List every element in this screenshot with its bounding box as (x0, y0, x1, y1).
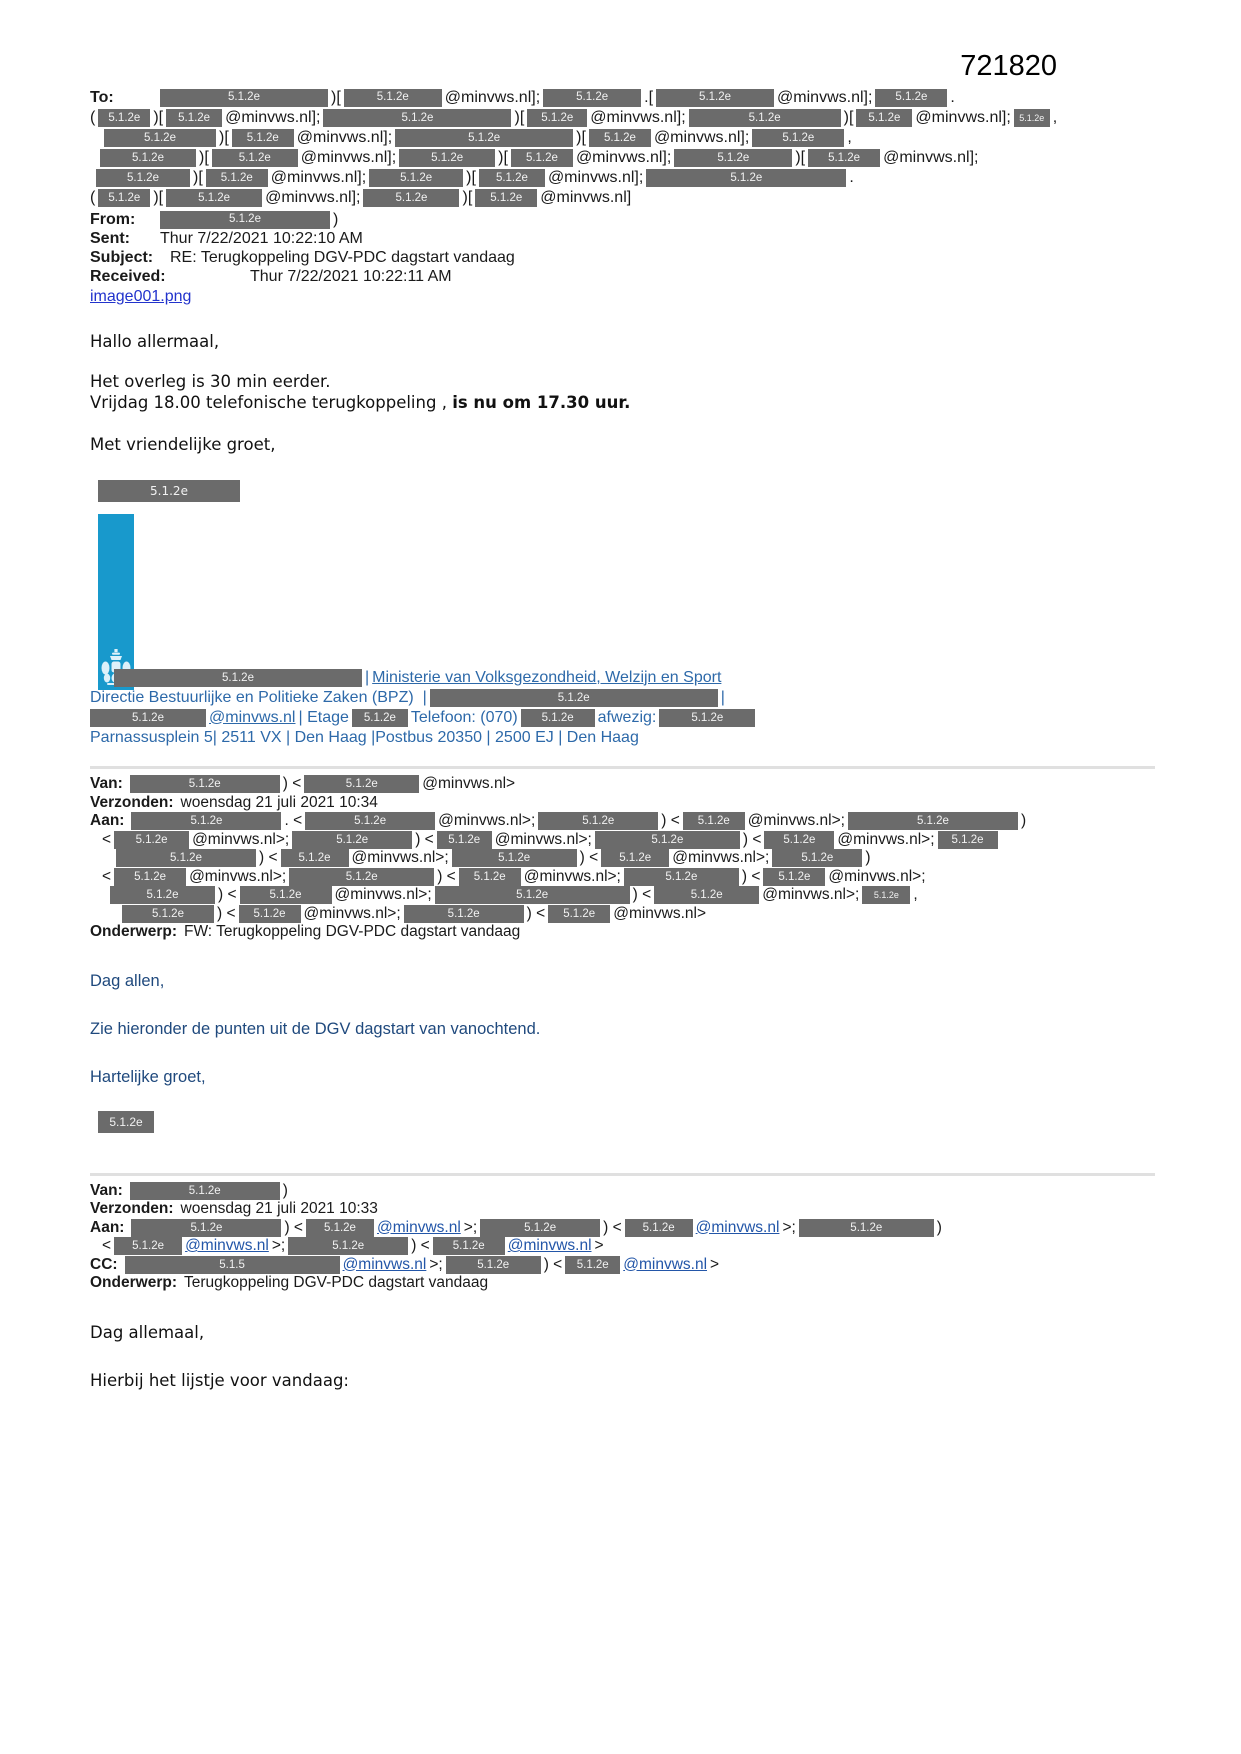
received-label: Received: (90, 268, 166, 285)
email2-header (90, 775, 1155, 942)
header-text-fragment: > (594, 1237, 604, 1254)
redaction-box: 5.1.2e (475, 189, 537, 207)
redaction-box: 5.1.2e (114, 669, 362, 687)
greeting-text: Dag allemaal, (90, 1322, 205, 1342)
redaction-box: 5.1.2e (114, 868, 186, 886)
header-text-fragment: @minvws.nl>; (334, 886, 432, 903)
header-text-fragment: ) < (742, 830, 762, 848)
redaction-box: 5.1.2e (114, 831, 189, 849)
header-text-fragment: >; (463, 1218, 478, 1236)
header-text-fragment: ) < (661, 812, 680, 829)
email-address-link[interactable]: @minvws.nl (185, 1237, 269, 1254)
header-text-fragment: )[ (466, 168, 476, 186)
header-text-fragment: )[ (193, 168, 203, 186)
van-value (130, 775, 515, 794)
redaction-box: 5.1.2e (446, 1256, 541, 1274)
redaction-box: 5.1.2e (565, 1256, 620, 1274)
email2-body (90, 972, 1155, 1133)
header-text-fragment: . < (284, 812, 303, 829)
redaction-box: 5.1.2e (527, 109, 587, 127)
from-value (160, 210, 338, 229)
onderwerp-value: FW: Terugkoppeling DGV-PDC dagstart vandaag (183, 923, 521, 940)
header-text-fragment: @minvws.nl]; (915, 108, 1011, 126)
redaction-box: 5.1.2e (875, 89, 947, 107)
header-text-fragment: )[ (795, 148, 806, 166)
greeting-text: Dag allen, (90, 971, 165, 990)
header-text-fragment: @minvws.nl]; (883, 148, 979, 166)
aan-line-1 (131, 812, 1026, 831)
header-text-fragment: @minvws.nl]; (547, 168, 644, 186)
sent-field (90, 229, 1155, 248)
subject-value: RE: Terugkoppeling DGV-PDC dagstart vandaag (170, 249, 515, 266)
header-text-fragment: @minvws.nl]; (270, 168, 367, 186)
email1-header (90, 88, 1155, 306)
verzonden-value: woensdag 21 juli 2021 10:33 (180, 1200, 378, 1217)
email1-body (90, 332, 1155, 502)
aan-line-2 (102, 831, 1155, 850)
redaction-box: 5.1.2e (548, 905, 610, 923)
header-text-fragment: )[ (153, 108, 164, 126)
verzonden-field (90, 794, 1155, 813)
header-text-fragment: >; (271, 1237, 286, 1254)
redaction-box: 5.1.2e (435, 886, 630, 904)
header-text-fragment: @minvws.nl] (540, 188, 632, 206)
email-separator (90, 1173, 1155, 1176)
verzonden-label: Verzonden: (90, 793, 174, 811)
header-text-fragment: < (102, 867, 112, 885)
header-text-fragment: @minvws.nl]; (777, 89, 873, 106)
aan-field (90, 812, 1155, 831)
to-line-6 (90, 188, 1155, 207)
aan-line-1 (131, 1219, 942, 1238)
redaction-box: 5.1.2e (683, 812, 745, 830)
redaction-box: 5.1.2e (352, 709, 408, 727)
header-text-fragment: ( (90, 188, 96, 206)
van-label: Van: (90, 775, 123, 792)
header-text-fragment: @minvws.nl]; (653, 128, 750, 146)
header-text-fragment: ) < (741, 867, 761, 885)
redaction-box: 5.1.2e (404, 905, 524, 923)
onderwerp-value: Terugkoppeling DGV-PDC dagstart vandaag (183, 1274, 489, 1291)
greeting-text: Hallo allermaal, (90, 332, 220, 351)
sender-name-redaction (98, 480, 1155, 502)
sent-value: Thur 7/22/2021 10:22:10 AM (160, 230, 363, 247)
aan-label: Aan: (90, 812, 125, 829)
signature-line-address: Parnassusplein 5| 2511 VX | Den Haag |Postbus 20350 | 2500 EJ | Den Haag (90, 729, 639, 746)
aan-line-6 (122, 905, 1155, 924)
redaction-box: 5.1.2e (160, 89, 328, 107)
header-text-fragment: @minvws.nl>; (523, 867, 621, 885)
header-text-fragment: < (102, 830, 112, 848)
verzonden-value: woensdag 21 juli 2021 10:34 (180, 793, 378, 811)
header-text-fragment: @minvws.nl]; (444, 89, 541, 106)
redaction-box: 5.1.2e (601, 849, 669, 867)
redaction-box: 5.1.2e (104, 129, 216, 147)
header-text-fragment: Directie Bestuurlijke en Politieke Zaken (BPZ) | (90, 688, 427, 706)
email-address-link[interactable]: @minvws.nl (623, 1255, 708, 1273)
aan-label: Aan: (90, 1218, 125, 1236)
onderwerp-field (90, 923, 1155, 942)
header-text-fragment: @minvws.nl>; (438, 812, 536, 829)
header-text-fragment: ) < (437, 867, 456, 885)
to-label: To: (90, 89, 114, 106)
header-text-fragment: .[ (644, 89, 654, 106)
header-text-fragment: )[ (219, 128, 229, 146)
header-text-fragment: )[ (498, 148, 508, 166)
body-paragraph (90, 371, 1155, 413)
redaction-box: 5.1.2e (480, 1219, 600, 1237)
onderwerp-label: Onderwerp: (90, 1274, 177, 1291)
redaction-box: 5.1.2e (856, 109, 912, 127)
header-text-fragment: ( (90, 108, 96, 126)
signature-line-contact (90, 708, 1155, 727)
received-field (90, 267, 1155, 286)
header-text-fragment: )[ (199, 148, 209, 166)
redaction-box: 5.1.2e (848, 812, 1018, 830)
header-text-fragment: @minvws.nl> (613, 904, 707, 922)
header-text-fragment: | (365, 668, 370, 686)
redaction-box: 5.1.2e (589, 129, 651, 147)
document-number: 721820 (960, 50, 1057, 82)
aan-line-2 (102, 1237, 1155, 1256)
redaction-box: 5.1.2e (543, 89, 641, 107)
header-text-fragment: @minvws.nl>; (672, 849, 770, 866)
cc-label: CC: (90, 1255, 118, 1273)
cc-field (90, 1256, 1155, 1275)
body-line-bold: is nu om 17.30 uur. (452, 393, 631, 412)
redaction-box: 5.1.2e (206, 169, 268, 187)
redaction-box: 5.1.2e (160, 211, 330, 229)
header-text-fragment: ) < (415, 830, 434, 848)
redaction-box: 5.1.2e (304, 775, 419, 793)
header-text-fragment: afwezig: (597, 708, 657, 726)
redaction-box: 5.1.2e (646, 169, 846, 187)
redaction-box: 5.1.2e (292, 831, 412, 849)
redaction-box: 5.1.2e (862, 886, 910, 904)
redaction-box: 5.1.2e (1014, 109, 1050, 127)
verzonden-field (90, 1200, 1155, 1219)
email-address-link[interactable]: @minvws.nl (507, 1237, 592, 1254)
redaction-box: 5.1.2e (114, 1237, 182, 1255)
redaction-box: 5.1.2e (430, 689, 718, 707)
header-text-fragment: ) (333, 211, 339, 228)
redaction-box: 5.1.2e (808, 149, 880, 167)
header-text-fragment: ) < (259, 849, 278, 866)
rijksoverheid-logo-bar (98, 514, 134, 690)
van-value (130, 1182, 288, 1201)
header-text-fragment: @minvws.nl]; (225, 108, 321, 126)
header-text-fragment: @minvws.nl]; (575, 148, 672, 166)
redaction-box: 5.1.2e (239, 905, 301, 923)
signature-line-directie (90, 688, 1155, 707)
redaction-box: 5.1.2e (511, 149, 573, 167)
header-text-fragment: , (847, 128, 852, 146)
redaction-box: 5.1.2e (344, 89, 442, 107)
email-address-link[interactable]: Ministerie van Volksgezondheid, Welzijn en Sport (372, 668, 722, 686)
header-text-fragment: )[ (843, 108, 854, 126)
redaction-box: 5.1.2e (110, 886, 215, 904)
header-text-fragment: | Etage (298, 708, 349, 726)
redaction-box: 5.1.2e (369, 169, 463, 187)
header-text-fragment: ) (1020, 812, 1027, 829)
header-text-fragment: )[ (462, 188, 473, 206)
aan-line-4 (102, 868, 1155, 887)
redaction-box: 5.1.2e (595, 831, 740, 849)
from-label: From: (90, 211, 136, 228)
redaction-box: 5.1.2e (538, 812, 658, 830)
header-text-fragment: @minvws.nl>; (351, 849, 449, 866)
email3-body (90, 1323, 1155, 1391)
header-text-fragment: @minvws.nl>; (747, 812, 845, 829)
header-text-fragment: @minvws.nl>; (189, 867, 287, 885)
redaction-box: 5.1.2e (212, 149, 298, 167)
received-value: Thur 7/22/2021 10:22:11 AM (250, 268, 452, 285)
email3-header (90, 1182, 1155, 1293)
header-text-fragment: , (1052, 108, 1058, 126)
onderwerp-field (90, 1274, 1155, 1293)
redaction-box: 5.1.2e (521, 709, 595, 727)
signature-line-ministry (114, 668, 1155, 687)
redaction-box: 5.1.2e (131, 1219, 281, 1237)
redaction-box: 5.1.2e (98, 189, 150, 207)
cc-value (125, 1256, 720, 1275)
email-address-link[interactable]: @minvws.nl (209, 708, 296, 726)
redaction-box: 5.1.5 (125, 1256, 340, 1274)
redaction-box: 5.1.2e (98, 1111, 154, 1133)
redaction-box: 5.1.2e (656, 89, 774, 107)
subject-field (90, 248, 1155, 267)
header-text-fragment: ) < (632, 886, 652, 903)
redaction-box: 5.1.2e (289, 868, 434, 886)
header-text-fragment: @minvws.nl>; (303, 904, 401, 922)
redaction-box: 5.1.2e (799, 1219, 934, 1237)
header-text-fragment: ) < (217, 904, 236, 922)
signature-block (90, 514, 1155, 752)
closing-text: Hartelijke groet, (90, 1067, 206, 1086)
header-text-fragment: )[ (576, 128, 586, 146)
redaction-box: 5.1.2e (363, 189, 459, 207)
redaction-box: 5.1.2e (130, 775, 280, 793)
van-label: Van: (90, 1181, 123, 1199)
header-text-fragment: ) < (284, 1218, 303, 1236)
header-text-fragment: @minvws.nl>; (192, 830, 290, 848)
header-text-fragment: @minvws.nl]; (296, 128, 393, 146)
redaction-box: 5.1.2e (166, 109, 222, 127)
van-field (90, 775, 1155, 794)
header-text-fragment: ) < (282, 775, 302, 792)
redaction-box: 5.1.2e (98, 109, 150, 127)
redaction-box: 5.1.2e (90, 709, 206, 727)
redaction-box: 5.1.2e (399, 149, 495, 167)
redaction-box: 5.1.2e (395, 129, 573, 147)
sent-label: Sent: (90, 230, 130, 247)
redaction-box: 5.1.2e (98, 480, 240, 502)
redaction-box: 5.1.2e (323, 109, 511, 127)
redaction-box: 5.1.2e (437, 831, 492, 849)
header-text-fragment: )[ (514, 108, 525, 126)
header-text-fragment: ) (865, 849, 871, 866)
header-text-fragment: >; (429, 1255, 443, 1273)
header-text-fragment: @minvws.nl>; (837, 830, 935, 848)
header-text-fragment: . (950, 89, 955, 106)
to-line-5 (96, 168, 1155, 187)
header-text-fragment: )[ (153, 188, 164, 206)
header-text-fragment: @minvws.nl]; (265, 188, 361, 206)
redaction-box: 5.1.2e (654, 886, 759, 904)
header-text-fragment: ) (282, 1181, 288, 1199)
redaction-box: 5.1.2e (433, 1237, 505, 1255)
redaction-box: 5.1.2e (938, 831, 998, 849)
header-text-fragment: )[ (331, 89, 341, 106)
aan-line-5 (110, 886, 1155, 905)
to-line-4 (100, 148, 1155, 167)
redaction-box: 5.1.2e (479, 169, 545, 187)
redaction-box: 5.1.2e (763, 868, 825, 886)
redaction-box: 5.1.2e (131, 812, 281, 830)
redaction-box: 5.1.2e (288, 1237, 408, 1255)
redaction-box: 5.1.2e (100, 149, 196, 167)
header-text-fragment: ) < (526, 904, 546, 922)
sender-name-redaction (98, 1111, 1155, 1133)
redaction-box: 5.1.2e (116, 849, 256, 867)
header-text-fragment: @minvws.nl>; (828, 867, 926, 885)
body-line: Zie hieronder de punten uit de DGV dagstart van vanochtend. (90, 1019, 541, 1038)
redaction-box: 5.1.2e (166, 189, 262, 207)
redaction-box: 5.1.2e (764, 831, 834, 849)
header-text-fragment: @minvws.nl]; (590, 108, 686, 126)
header-text-fragment: @minvws.nl> (422, 775, 516, 792)
redaction-box: 5.1.2e (305, 812, 435, 830)
header-text-fragment: ) < (579, 849, 599, 866)
redaction-box: 5.1.2e (240, 886, 332, 904)
email-address-link[interactable]: @minvws.nl (342, 1255, 427, 1273)
header-text-fragment: ) < (411, 1237, 430, 1254)
van-field (90, 1182, 1155, 1201)
email-address-link[interactable]: @minvws.nl (695, 1218, 780, 1236)
redaction-box: 5.1.2e (772, 849, 862, 867)
header-text-fragment: ) < (543, 1255, 563, 1273)
onderwerp-label: Onderwerp: (90, 923, 177, 940)
header-text-fragment: ) (936, 1218, 942, 1236)
body-line: Vrijdag 18.00 telefonische terugkoppeling , (90, 393, 453, 412)
signature-lines (90, 668, 1155, 747)
from-field (90, 210, 1155, 229)
header-text-fragment: , (913, 886, 918, 903)
to-line-3 (104, 128, 1155, 147)
redaction-box: 5.1.2e (281, 849, 349, 867)
to-line-2 (90, 108, 1155, 127)
subject-label: Subject: (90, 249, 154, 266)
redaction-box: 5.1.2e (752, 129, 844, 147)
header-text-fragment: < (102, 1237, 112, 1254)
to-line-1 (160, 88, 955, 107)
redaction-box: 5.1.2e (459, 868, 521, 886)
aan-line-3 (116, 849, 1155, 868)
redaction-box: 5.1.2e (624, 868, 739, 886)
redaction-box: 5.1.2e (306, 1219, 374, 1237)
header-text-fragment: Telefoon: (070) (410, 708, 518, 726)
body-line: Hierbij het lijstje voor vandaag: (90, 1370, 349, 1390)
header-text-fragment: ) < (603, 1218, 622, 1236)
email-address-link[interactable]: @minvws.nl (376, 1218, 461, 1236)
header-text-fragment: ) < (218, 886, 237, 903)
verzonden-label: Verzonden: (90, 1200, 174, 1217)
redaction-box: 5.1.2e (452, 849, 577, 867)
redaction-box: 5.1.2e (96, 169, 190, 187)
body-line: Het overleg is 30 min eerder. (90, 372, 331, 391)
redaction-box: 5.1.2e (130, 1182, 280, 1200)
redaction-box: 5.1.2e (674, 149, 792, 167)
email-separator (90, 766, 1155, 769)
redaction-box: 5.1.2e (122, 905, 214, 923)
redaction-box: 5.1.2e (689, 109, 841, 127)
header-text-fragment: @minvws.nl]; (300, 148, 397, 166)
redaction-box: 5.1.2e (232, 129, 294, 147)
header-text-fragment: @minvws.nl>; (494, 830, 592, 848)
aan-field (90, 1219, 1155, 1238)
header-text-fragment: . (849, 168, 854, 186)
header-text-fragment: >; (782, 1218, 796, 1236)
closing-text: Met vriendelijke groet, (90, 435, 276, 454)
redaction-box: 5.1.2e (659, 709, 755, 727)
attachment-link[interactable]: image001.png (90, 288, 192, 305)
header-text-fragment: @minvws.nl>; (762, 886, 860, 903)
header-text-fragment: > (710, 1255, 720, 1273)
redaction-box: 5.1.2e (625, 1219, 693, 1237)
to-field (90, 88, 1155, 107)
header-text-fragment: | (720, 688, 725, 706)
